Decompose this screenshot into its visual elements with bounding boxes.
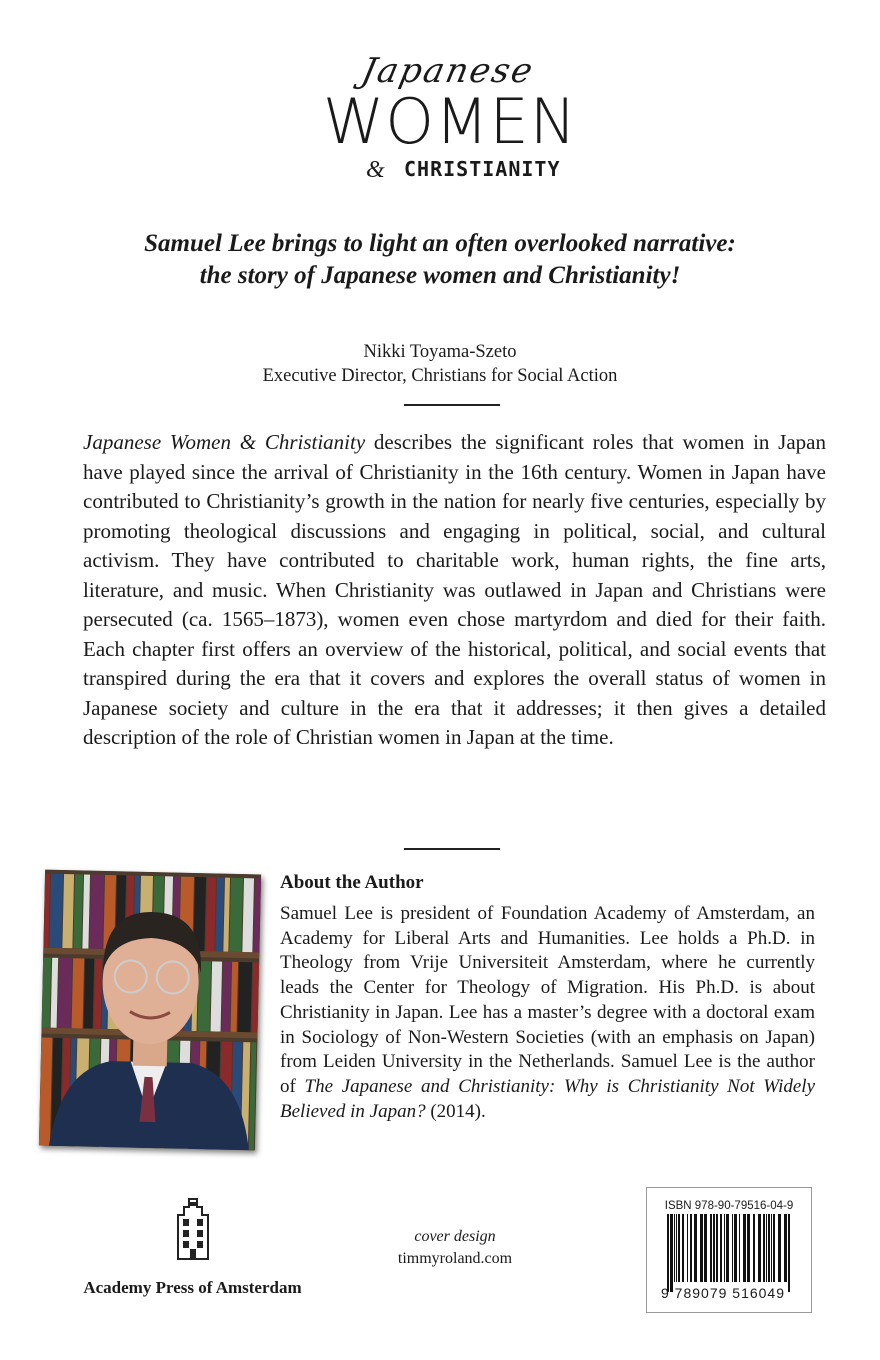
title-logo — [300, 45, 600, 185]
quote-line-1: Samuel Lee brings to light an often overlooked narrative: — [144, 230, 736, 257]
barcode-bar — [773, 1214, 775, 1282]
bio-text: Samuel Lee is president of Foundation Academy of Amsterdam, an Academy for Liberal Arts and Humanities. Lee holds a Ph.D. in Theology from Vrije Universiteit Amsterdam, where he currently leads the Center for Theology of Migration. His Ph.D. is about Christianity in Japan. Lee has a master’s degree with a doctoral exam in Sociology of Non-Western Societies (with an emphasis on Japan) from Leiden University in the Netherlands. Samuel Lee is the author of — [280, 903, 815, 1097]
barcode-bar — [788, 1214, 790, 1292]
publisher-name: Academy Press of Amsterdam — [83, 1278, 302, 1297]
barcode-bar — [739, 1214, 740, 1282]
logo-women: WOMEN — [322, 85, 578, 158]
canal-house-icon — [176, 1195, 210, 1261]
barcode-bar — [678, 1214, 680, 1282]
isbn-barcode — [646, 1187, 812, 1313]
barcode-bar — [720, 1214, 722, 1282]
barcode-bar — [726, 1214, 729, 1282]
book-description — [83, 428, 826, 753]
barcode-bar — [763, 1214, 765, 1282]
barcode-bar — [687, 1214, 688, 1282]
barcode-bar — [753, 1214, 755, 1282]
barcode-bar — [694, 1214, 697, 1282]
barcode-bar — [667, 1214, 669, 1292]
about-author — [280, 872, 815, 1124]
barcode-bar — [743, 1214, 746, 1282]
endorsement-quote — [60, 228, 820, 292]
barcode-bar — [716, 1214, 718, 1282]
about-author-heading: About the Author — [280, 872, 424, 893]
quote-attribution — [60, 340, 820, 388]
isbn-text: ISBN 978-90-79516-04-9 — [664, 1200, 794, 1212]
logo-ampersand: & — [366, 157, 385, 183]
barcode-bar — [690, 1214, 692, 1282]
barcode-bar — [713, 1214, 715, 1282]
bio-text-end: (2014). — [425, 1100, 486, 1122]
barcode-bar — [682, 1214, 684, 1282]
author-photo — [39, 870, 261, 1151]
attribution-title: Executive Director, Christians for Social Action — [262, 366, 618, 386]
barcode-bar — [732, 1214, 733, 1282]
bio-book-title: The Japanese and Christianity: Why is Christianity Not Widely Believed in Japan? — [280, 1075, 816, 1122]
barcode-bar — [670, 1214, 673, 1292]
barcode-bar — [724, 1214, 725, 1282]
cover-designer-site: timmyroland.com — [397, 1250, 513, 1267]
barcode-number: 9 789079 516049 — [661, 1285, 785, 1301]
quote-line-2: the story of Japanese women and Christianity! — [199, 262, 681, 289]
barcode-bar — [710, 1214, 712, 1282]
description-title: Japanese Women & Christianity — [83, 430, 366, 454]
cover-credit — [370, 1226, 540, 1270]
divider — [404, 848, 500, 850]
barcode-bar — [747, 1214, 750, 1282]
barcode-bar — [674, 1214, 675, 1282]
barcode-bar — [768, 1214, 770, 1282]
barcode-bar — [778, 1214, 781, 1282]
barcode-bars — [663, 1214, 795, 1294]
publisher — [60, 1195, 325, 1298]
description-text: describes the significant roles that women in Japan have played since the arrival of Christianity in the 16th century. Women in Japan have contributed to Christianity’s growth in the nation for nearly five centuries, especially by promoting theological discussions and engaging in political, social, and cultural activism. They have contributed to charitable work, human rights, the fine arts, literature, and music. When Christianity was outlawed in Japan and Christians were persecuted (ca. 1565–1873), women even chose martyrdom and died for their faith. Each chapter first offers an overview of the historical, political, and social events that transpired during the era that it covers and explores the overall status of women in Japanese society and culture in the era that it addresses; it then gives a detailed description of the role of Christian women in Japan at the time. — [83, 430, 827, 749]
attribution-name: Nikki Toyama-Szeto — [363, 342, 517, 362]
barcode-bar — [784, 1214, 787, 1282]
barcode-bar — [758, 1214, 761, 1282]
logo-christianity: CHRISTIANITY — [404, 157, 561, 181]
barcode-bar — [771, 1214, 772, 1282]
barcode-bar — [700, 1214, 703, 1282]
divider — [404, 404, 500, 406]
barcode-bar — [676, 1214, 677, 1282]
barcode-bar — [734, 1214, 737, 1282]
barcode-bar — [704, 1214, 707, 1282]
barcode-bar — [766, 1214, 767, 1282]
logo-script-japanese: Japanese — [357, 51, 539, 91]
author-bio — [280, 902, 815, 1124]
cover-design-label: cover design — [414, 1228, 496, 1245]
